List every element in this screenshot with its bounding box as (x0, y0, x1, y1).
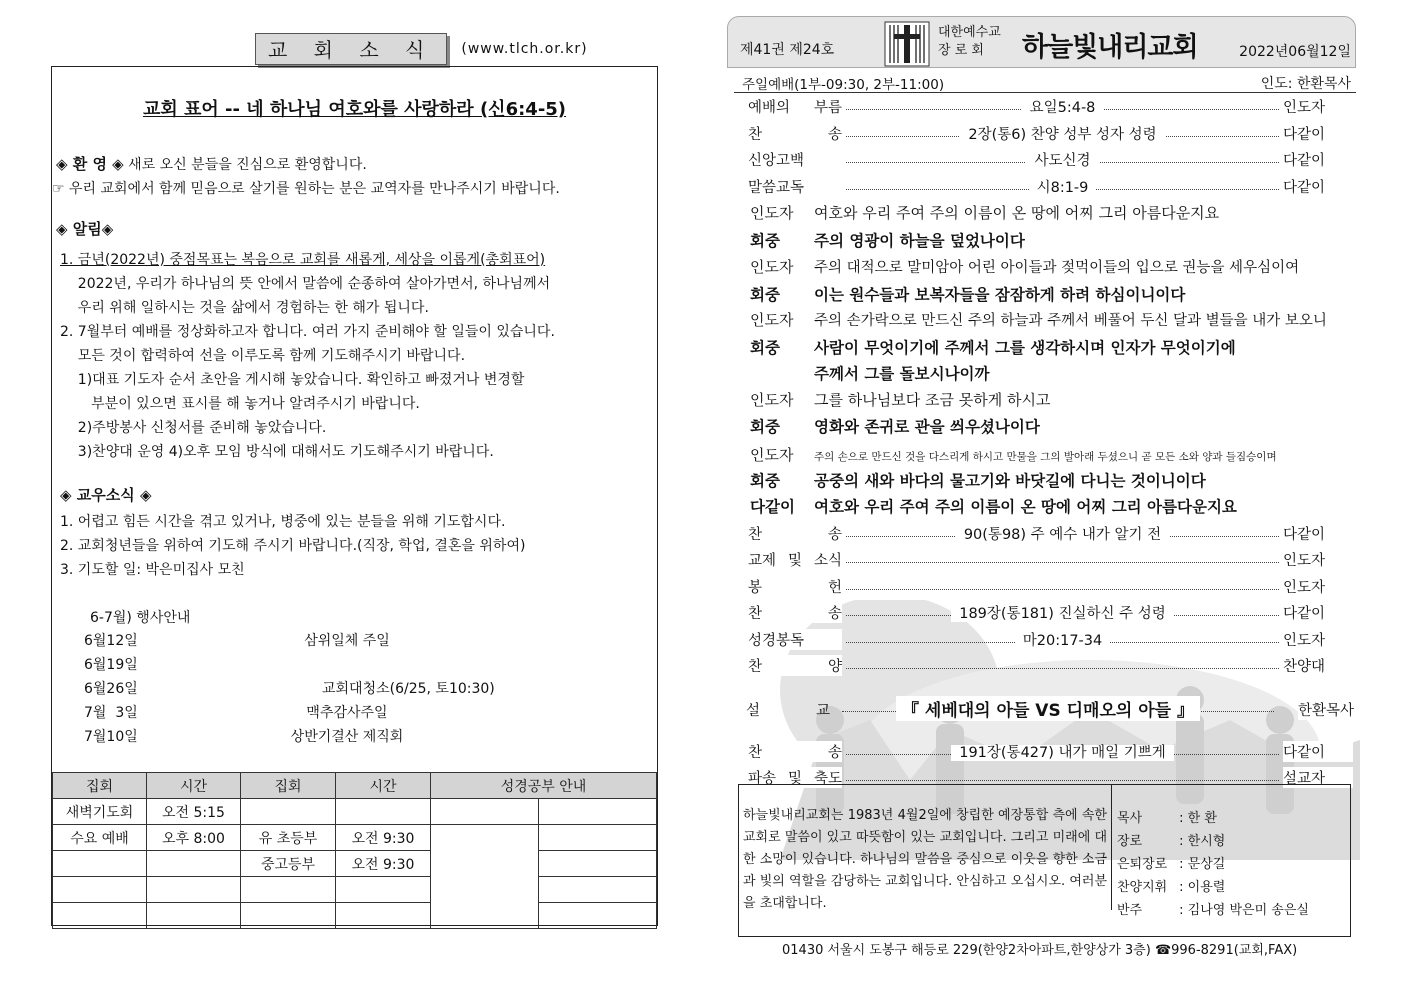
reading-text: 이는 원수들과 보복자들을 잠잠하게 하려 하심이니이다 (814, 286, 1186, 304)
order-item-content (846, 523, 1279, 544)
table-cell (53, 851, 147, 877)
event-date: 6월26일 (84, 681, 138, 697)
denomination-line2: 장 로 회 (938, 43, 984, 58)
responsive-line (750, 309, 1327, 330)
church-motto: 교회 표어 -- 네 하나님 여호와를 사랑하라 (신6:4-5) (142, 99, 567, 120)
bible-study-cell (431, 825, 539, 929)
order-item-text: 마20:17-34 (1015, 633, 1110, 649)
sermon-row (746, 696, 1354, 720)
responsive-line (750, 495, 1237, 517)
member-news-line: 3. 기도할 일: 박은미집사 모친 (60, 562, 245, 578)
table-cell: 유 초등부 (241, 825, 336, 851)
reading-text: 주의 손가락으로 만드신 주의 하늘과 주께서 베풀어 두신 달과 별들을 내가 보오니 (814, 313, 1327, 329)
member-news-heading: ◈ 교우소식 ◈ (60, 486, 152, 504)
staff-role: 장로 (1117, 834, 1143, 849)
order-item-label: 예배의 부름 (748, 96, 842, 117)
table-header-cell: 시간 (147, 773, 241, 799)
order-item-content (846, 741, 1279, 762)
table-row (53, 877, 657, 903)
bible-study-cell (539, 799, 657, 825)
notice-line: 1)대표 기도자 순서 초안을 게시해 놓았습니다. 확인하고 빠졌거나 변경할 (60, 372, 525, 388)
bible-study-cell (539, 825, 657, 851)
order-item-role: 다같이 (1283, 523, 1353, 544)
reading-text: 주께서 그를 돌보시나이까 (814, 365, 990, 383)
member-news-line: 2. 교회청년들을 위하여 기도해 주시기 바랍니다.(직장, 학업, 결혼을 위하여) (60, 538, 526, 554)
order-item-text: 요일5:4-8 (1022, 100, 1104, 116)
reading-text: 주의 영광이 하늘을 덮었나이다 (814, 232, 1025, 250)
responsive-line (750, 336, 1236, 358)
event-name: 상반기결산 제직회 (290, 729, 404, 745)
church-intro: 하늘빛내리교회는 1983년 4월2일에 창립한 예장통합 측에 속한 교회로 말씀이 있고 따뜻함이 있는 교회입니다. 그리고 미래에 대한 소망이 있습니다. 하나님의 말씀을 중심으로 이웃을 향한 소금과 빛의 역할을 감당하는 교회입니다. 안심하고 오십시오. 여러분을 초대합니다. (743, 808, 1107, 911)
church-intro-box (738, 784, 1351, 937)
table-header-cell: 성경공부 안내 (431, 773, 657, 799)
order-item-role: 설교자 (1283, 767, 1353, 788)
order-item-content (846, 149, 1279, 170)
bible-study-cell (539, 851, 657, 877)
staff-line (1117, 899, 1309, 922)
reader-role: 회중 (750, 418, 780, 436)
order-item (748, 123, 1353, 143)
meeting-table (52, 772, 657, 929)
table-cell (336, 877, 431, 903)
order-item-role: 다같이 (1283, 149, 1353, 170)
table-header-cell: 집회 (241, 773, 336, 799)
sermon-label: 설교 (746, 703, 887, 719)
order-item-role: 다같이 (1283, 176, 1353, 197)
reading-text: 사람이 무엇이기에 주께서 그를 생각하시며 인자가 무엇이기에 (814, 339, 1236, 357)
order-item-content (846, 123, 1279, 144)
reader-role: 인도자 (750, 204, 794, 222)
worship-time: 주일예배(1부-09:30, 2부-11:00) (742, 77, 945, 93)
table-row (53, 825, 657, 851)
bulletin-header (727, 16, 1356, 68)
table-cell: 새벽기도회 (53, 799, 147, 825)
order-item-text: 시8:1-9 (1029, 180, 1097, 196)
news-title: 교 회 소 식 (255, 33, 447, 65)
staff-separator: : (1175, 903, 1188, 918)
order-item-role: 다같이 (1283, 123, 1353, 144)
staff-role: 목사 (1117, 811, 1143, 826)
reader-role: 회중 (750, 472, 780, 490)
notice-line: 우리 위해 일하시는 것을 삶에서 경험하는 한 해가 됩니다. (60, 300, 429, 316)
denomination (938, 24, 1001, 60)
sermon-title: 『 세베대의 아들 VS 디매오의 아들 』 (896, 696, 1200, 721)
responsive-line (750, 362, 990, 384)
table-header-cell: 집회 (53, 773, 147, 799)
table-cell: 수요 예배 (53, 825, 147, 851)
welcome-text: 새로 오신 분들을 진심으로 환영합니다. (123, 157, 367, 173)
responsive-line (750, 389, 1050, 410)
reading-text: 주의 손으로 만드신 것을 다스리게 하시고 만물을 그의 발아래 두셨으니 곧 모든 소와 양과 들짐승이며 (814, 451, 1277, 463)
order-item-text: 2장(통6) 찬양 성부 성자 성령 (960, 127, 1164, 143)
reader-role: 다같이 (750, 498, 795, 516)
responsive-line (750, 415, 1040, 437)
order-item-role: 인도자 (1283, 549, 1353, 570)
staff-line (1117, 853, 1309, 876)
site-url[interactable]: (www.tlch.or.kr) (461, 41, 588, 57)
reader-role: 회중 (750, 232, 780, 250)
staff-separator: : (1175, 857, 1188, 872)
reading-text: 여호와 우리 주여 주의 이름이 온 땅에 어찌 그리 아름다운지요 (814, 204, 1220, 222)
order-item-label: 봉 헌 (748, 576, 842, 597)
reader-role: 인도자 (750, 258, 794, 276)
divider (1111, 785, 1112, 910)
table-cell (241, 877, 336, 903)
church-name: 하늘빛내리교회 (1022, 32, 1198, 63)
volume-number: 제41권 제24호 (740, 42, 835, 58)
responsive-line (750, 229, 1025, 251)
church-address: 01430 서울시 도봉구 해등로 229(한양2차아파트,한양상가 3층) ☎996-8291(교회,FAX) (782, 943, 1298, 958)
staff-line (1117, 807, 1309, 830)
order-item-label: 파송 및 축도 (748, 767, 842, 788)
order-item (748, 655, 1353, 675)
order-item-label: 찬 송 (748, 523, 842, 544)
order-item-label: 찬 송 (748, 123, 842, 144)
divider (734, 92, 1356, 93)
notice-line: 1. 금년(2022년) 중점목표는 복음으로 교회를 새롭게, 세상을 이롭게(총회표어) (60, 252, 546, 268)
staff-separator: : (1175, 880, 1188, 895)
order-item-label: 교제 및 소식 (748, 549, 842, 570)
staff-line (1117, 876, 1309, 899)
order-item (748, 523, 1353, 543)
table-header-cell: 시간 (336, 773, 431, 799)
staff-name: 한시형 (1187, 834, 1226, 849)
order-item (748, 576, 1353, 596)
event-name: 교회대청소(6/25, 토10:30) (322, 681, 495, 697)
event-date: 6월12일 (84, 633, 138, 649)
notice-heading: ◈ 알림◈ (56, 220, 114, 238)
reader-role: 인도자 (750, 446, 794, 464)
reader-role: 회중 (750, 339, 780, 357)
order-item-role: 인도자 (1283, 576, 1353, 597)
table-cell: 오전 9:30 (336, 851, 431, 877)
order-item-text: 189장(통181) 진실하신 주 성령 (951, 606, 1174, 622)
dot-leader (846, 780, 1279, 781)
order-item-text: 191장(통427) 내가 매일 기쁘게 (951, 745, 1174, 761)
issue-date: 2022년06월12일 (1239, 44, 1351, 60)
notice-line: 2)주방봉사 신청서를 준비해 놓았습니다. (60, 420, 327, 436)
table-cell (53, 877, 147, 903)
order-item (748, 549, 1353, 569)
order-item (748, 96, 1353, 116)
table-cell: 중고등부 (241, 851, 336, 877)
reader-role: 인도자 (750, 311, 794, 329)
reading-text: 주의 대적으로 말미암아 어린 아이들과 젖먹이들의 입으로 권능을 세우심이여 (814, 260, 1300, 276)
notice-line: 2. 7월부터 예배를 정상화하고자 합니다. 여러 가지 준비해야 할 일들이 있습니다. (60, 324, 555, 340)
notice-line: 2022년, 우리가 하나님의 뜻 안에서 말씀에 순종하여 살아가면서, 하나님께서 (60, 276, 551, 292)
dot-leader (846, 589, 1279, 590)
bible-study-cell (539, 903, 657, 929)
welcome-line (56, 153, 367, 174)
staff-name: 문상길 (1187, 857, 1226, 872)
staff-separator: : (1175, 834, 1188, 849)
staff-role: 찬양지휘 (1117, 880, 1168, 895)
order-item (748, 741, 1353, 761)
table-row (53, 851, 657, 877)
welcome-invite: ☞ 우리 교회에서 함께 믿음으로 살기를 원하는 분은 교역자를 만나주시기 바랍니다. (52, 181, 560, 197)
reading-text: 여호와 우리 주여 주의 이름이 온 땅에 어찌 그리 아름다운지요 (814, 498, 1237, 516)
reading-text: 영화와 존귀로 관을 씌우셨나이다 (814, 418, 1040, 436)
order-item-content (846, 96, 1279, 117)
order-item-label: 성경봉독 (748, 629, 842, 650)
left-page-header (255, 32, 588, 66)
table-cell (147, 903, 241, 929)
responsive-line (750, 202, 1219, 223)
staff-separator: : (1175, 811, 1188, 826)
order-item-label: 신앙고백 (748, 149, 842, 170)
table-cell: 오전 5:15 (147, 799, 241, 825)
member-news-line: 1. 어렵고 힘든 시간을 겪고 있거나, 병중에 있는 분들을 위해 기도합시다. (60, 514, 506, 530)
table-cell (336, 903, 431, 929)
order-item-role: 인도자 (1283, 629, 1353, 650)
responsive-line (750, 283, 1185, 305)
order-item-role: 인도자 (1283, 96, 1353, 117)
dot-leader (846, 562, 1279, 563)
reading-text: 그를 하나님보다 조금 못하게 하시고 (814, 391, 1051, 409)
table-cell (241, 903, 336, 929)
reader-role: 인도자 (750, 391, 794, 409)
church-cross-logo (884, 21, 930, 67)
table-cell: 오전 9:30 (336, 825, 431, 851)
reading-text: 공중의 새와 바다의 물고기와 바닷길에 다니는 것이니이다 (814, 472, 1206, 490)
order-item-text: 사도신경 (1026, 153, 1098, 169)
notice-line: 3)찬양대 운영 4)오후 모임 방식에 대해서도 기도해주시기 바랍니다. (60, 444, 494, 460)
order-item-content (846, 602, 1279, 623)
staff-name: 이용렬 (1187, 880, 1226, 895)
order-item-content (846, 176, 1279, 197)
order-item (748, 176, 1353, 196)
event-date: 6월19일 (84, 657, 138, 673)
table-cell (53, 903, 147, 929)
staff-name: 한 환 (1187, 811, 1217, 826)
event-date: 7월10일 (84, 729, 138, 745)
event-name: 맥추감사주일 (306, 705, 388, 721)
order-item (748, 602, 1353, 622)
events-title: 6-7월) 행사안내 (90, 610, 191, 626)
denomination-line1: 대한예수교 (938, 25, 1001, 40)
responsive-line (750, 256, 1299, 277)
order-item-text: 90(통98) 주 예수 내가 알기 전 (956, 527, 1169, 543)
order-item-role: 다같이 (1283, 602, 1353, 623)
bible-study-cell (431, 799, 539, 825)
responsive-line (750, 469, 1206, 491)
reader-role: 회중 (750, 286, 780, 304)
staff-role: 반주 (1117, 903, 1143, 918)
order-item-role: 찬양대 (1283, 655, 1353, 676)
order-item-role: 다같이 (1283, 741, 1353, 762)
table-cell (147, 877, 241, 903)
meeting-table-header (53, 773, 657, 799)
order-item-label: 찬 송 (748, 602, 842, 623)
responsive-line (750, 444, 1277, 465)
staff-role: 은퇴장로 (1117, 857, 1168, 872)
notice-line: 모든 것이 합력하여 선을 이루도록 함께 기도해주시기 바랍니다. (60, 348, 466, 364)
dot-leader (846, 668, 1279, 669)
meeting-table-body (53, 799, 657, 929)
news-box (51, 66, 658, 926)
staff-line (1117, 830, 1309, 853)
staff-name: 김나영 박은미 송은실 (1187, 903, 1309, 918)
order-item-label: 찬 양 (748, 655, 842, 676)
sermon-preacher: 한환목사 (1298, 699, 1354, 720)
staff-list (1117, 807, 1309, 922)
event-date: 7월 3일 (84, 705, 138, 721)
table-cell (336, 799, 431, 825)
welcome-heading: ◈ 환 영 ◈ (56, 155, 124, 173)
table-row (53, 799, 657, 825)
worship-leader: 인도: 한환목사 (1260, 76, 1351, 92)
table-cell: 오후 8:00 (147, 825, 241, 851)
notice-line: 부분이 있으면 표시를 해 놓거나 알려주시기 바랍니다. (60, 396, 420, 412)
order-item (748, 629, 1353, 649)
order-item-label: 말씀교독 (748, 176, 842, 197)
table-cell (241, 799, 336, 825)
order-item (748, 149, 1353, 169)
bible-study-cell (539, 877, 657, 903)
table-row (53, 903, 657, 929)
order-item-label: 찬 송 (748, 741, 842, 762)
table-cell (147, 851, 241, 877)
event-name: 삼위일체 주일 (304, 633, 390, 649)
order-item-content (846, 629, 1279, 650)
